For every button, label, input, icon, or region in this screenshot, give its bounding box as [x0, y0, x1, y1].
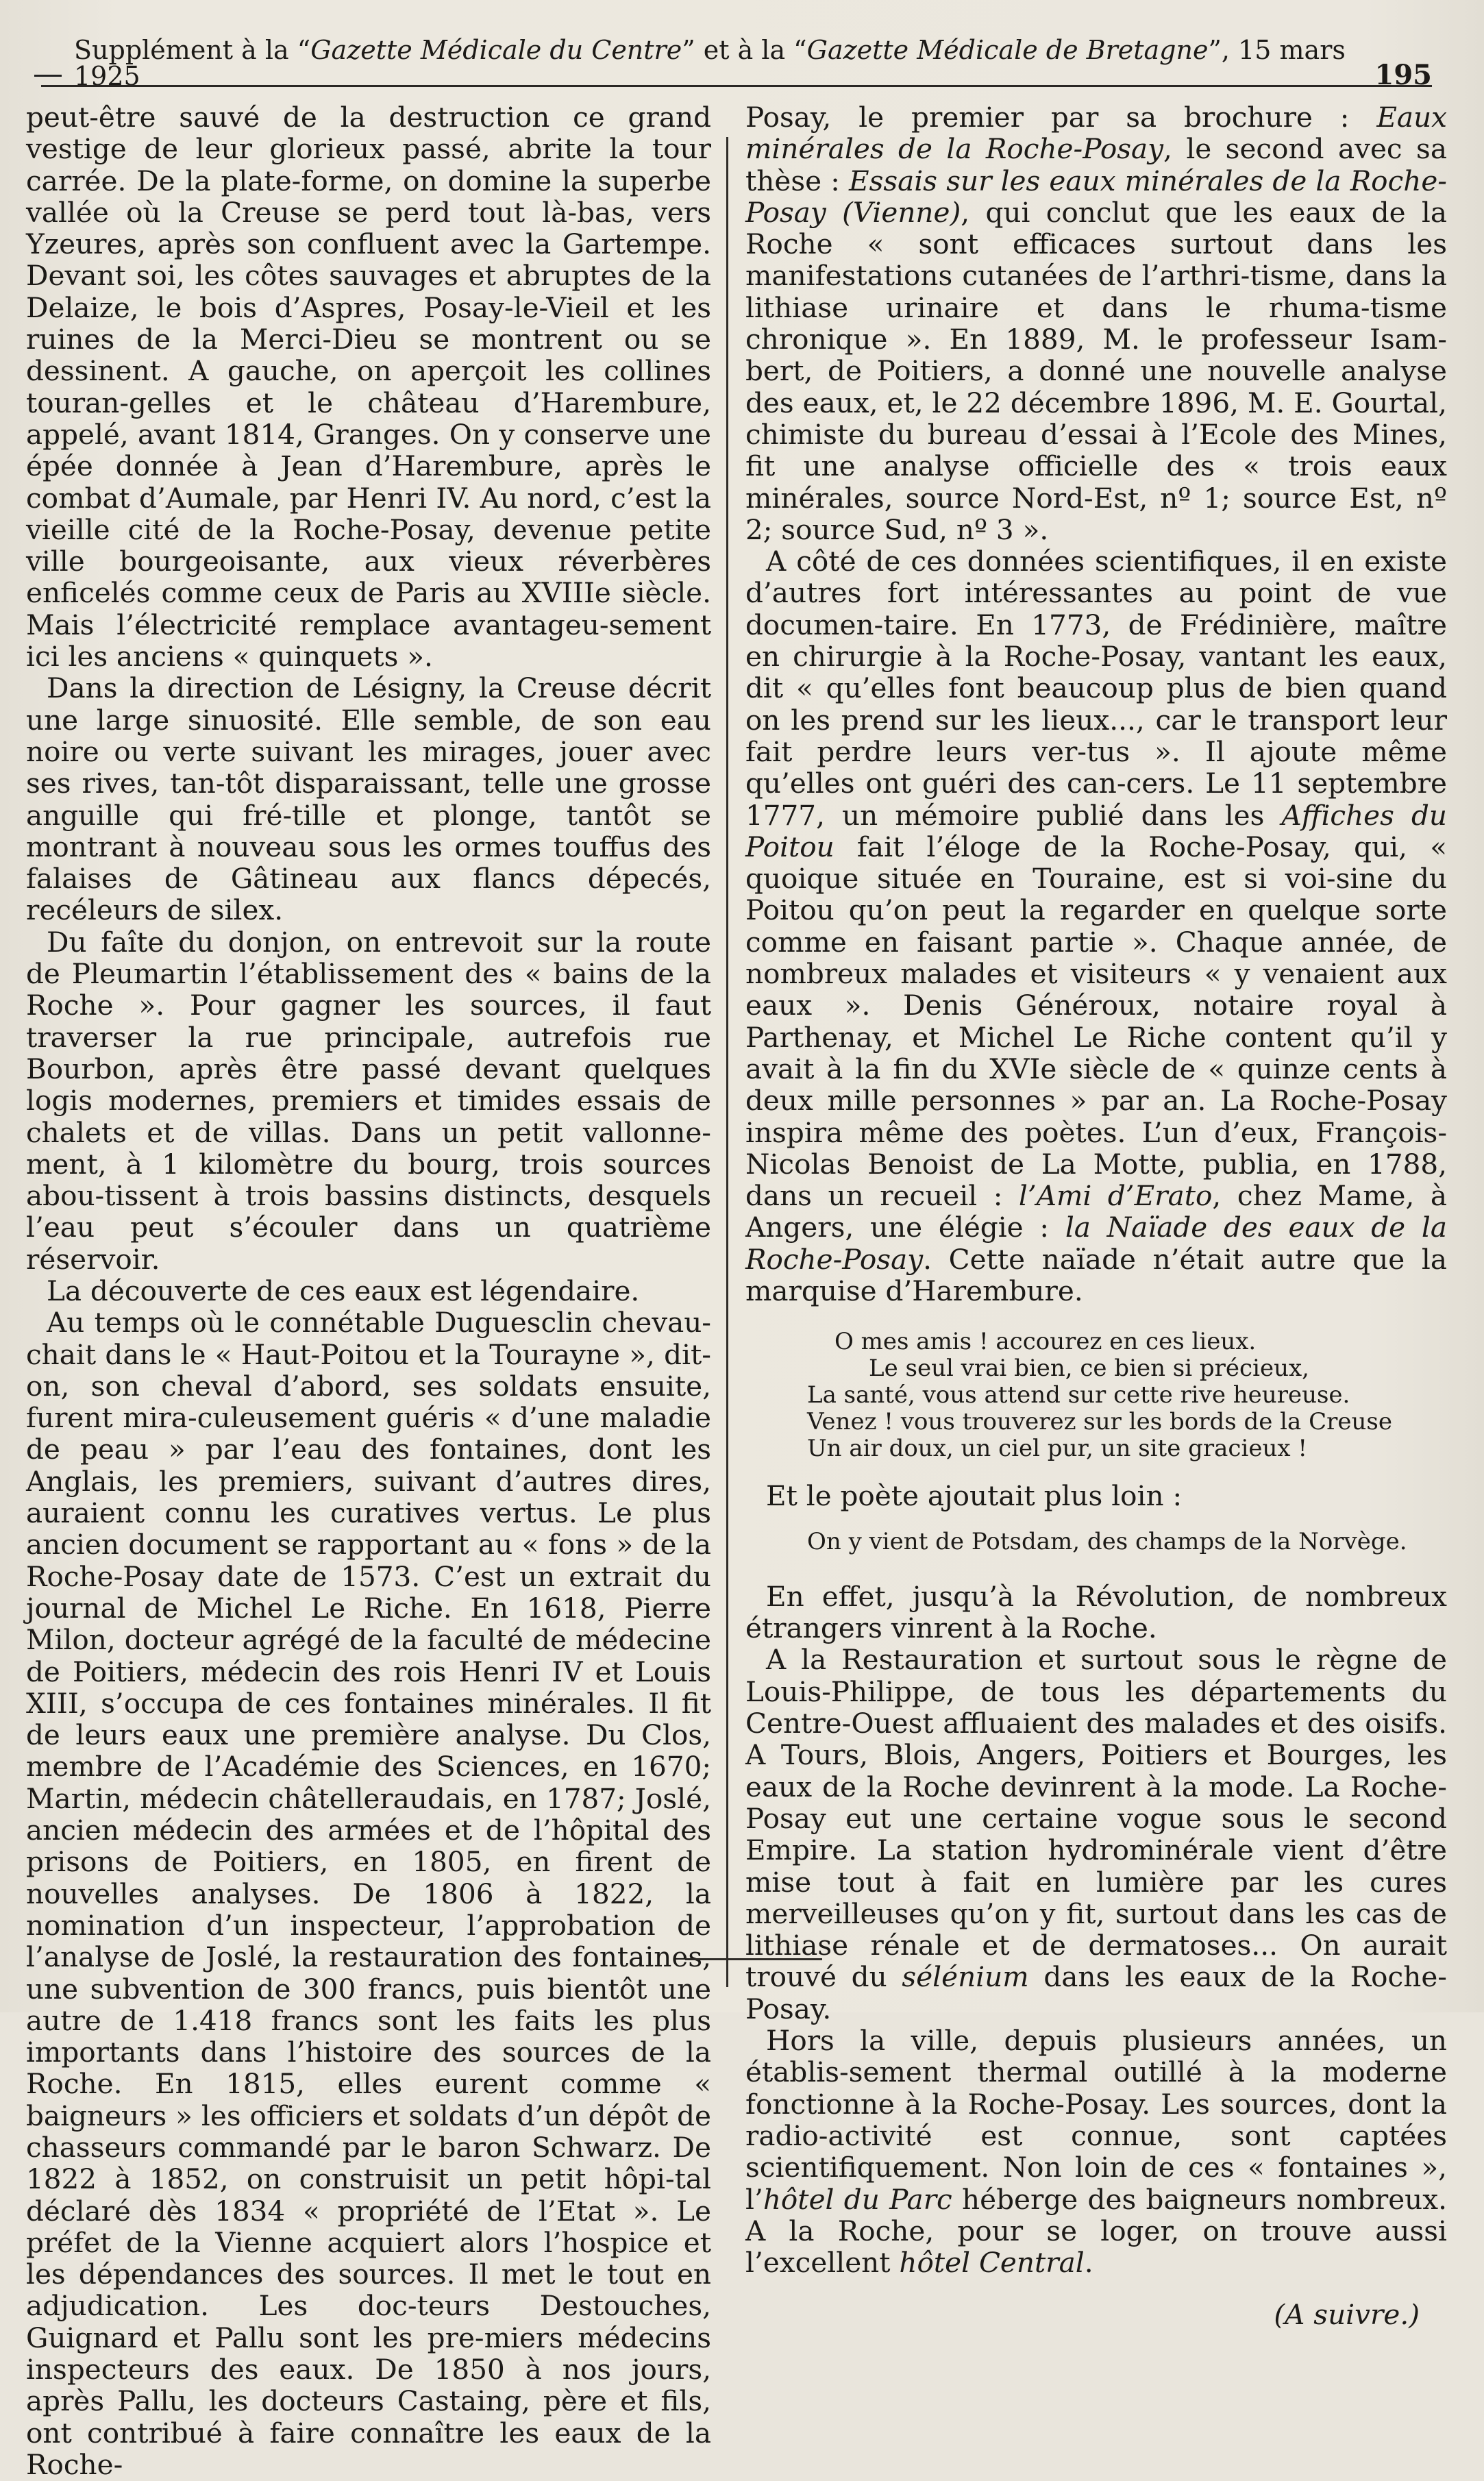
left-column — [26, 101, 711, 2481]
right-column — [745, 101, 1448, 2332]
paragraph: Posay, le premier par sa brochure : Eaux minérales de la Roche-Posay, le second avec sa thèse : Essais sur les eaux minérales de la Roche-Posay (Vienne), qui conclut que les eaux de la Roche « sont efficaces surtout dans les manifestations cutanées de l’arthri-tisme, dans la lithiase urinaire et dans le rhuma-tisme chronique ». En 1889, M. le professeur Isam-bert, de Poitiers, a donné une nouvelle analyse des eaux, et, le 22 décembre 1896, M. E. Gourtal, chimiste du bureau d’essai à l’Ecole des Mines, fit une analyse officielle des « trois eaux minérales, source Nord-Est, nº 1; source Est, nº 2; source Sud, nº 3 ». — [745, 101, 1448, 546]
poem-verse-line: On y vient de Potsdam, des champs de la Norvège. — [807, 1527, 1407, 1555]
verse-line: Un air doux, un ciel pur, un site gracieux ! — [807, 1435, 1307, 1463]
paragraph: En effet, jusqu’à la Révolution, de nombreux étrangers vinrent à la Roche. — [745, 1579, 1447, 1645]
paragraph: peut-être sauvé de la destruction ce grand vestige de leur glorieux passé, abrite la tour carrée. De la plate-forme, on domine la superbe vallée où la Creuse se perd tout là-bas, vers Yzeures, après son confluent avec la Gartempe. Devant soi, les côtes sauvages et abruptes de la Delaize, le bois d’Aspres, Posay-le-Vieil et les ruines de la Merci-Dieu se montrent ou se dessinent. A gauche, on aperçoit les collines touran-gelles et le château d’Harembure, appelé, avant 1814, Granges. On y conserve une épée donnée à Jean d’Harembure, après le combat d’Aumale, par Henri IV. Au nord, c’est la vieille cité de la Roche-Posay, devenue petite ville bourgeoisante, aux vieux réverbères enficelés comme ceux de Paris au XVIIIe siècle. Mais l’électricité remplace avantageu-sement ici les anciens « quinquets ». — [26, 101, 711, 674]
verse-line: La santé, vous attend sur cette rive heureuse. — [807, 1381, 1350, 1409]
verse-line: Le seul vrai bien, ce bien si précieux, — [869, 1355, 1309, 1383]
poem-verse — [745, 1329, 1447, 1462]
paragraph: Et le poète ajoutait plus loin : — [766, 1479, 1183, 1513]
verse-line: O mes amis ! accourez en ces lieux. — [834, 1328, 1257, 1356]
page-number: 195 — [1374, 59, 1432, 91]
header-rule — [41, 85, 1432, 87]
running-header — [34, 35, 1432, 91]
to-be-continued: (A suivre.) — [1274, 2298, 1420, 2332]
paragraph: A côté de ces données scientifiques, il en existe d’autres fort intéressantes au point de vue documen-taire. En 1773, de Frédinière, maître en chirurgie à la Roche-Posay, vantant les eaux, dit « qu’elles font beaucoup plus de bien quand on les prend sur les lieux..., car le transport leur fait perdre leurs ver-tus ». Il ajoute même qu’elles ont guéri des can-cers. Le 11 septembre 1777, un mémoire publié dans les Affiches du Poitou fait l’éloge de la Roche-Posay, qui, « quoique située en Touraine, est si voi-sine du Poitou qu’on peut la regarder en quelque sorte comme en faisant partie ». Chaque année, de nombreux malades et visiteurs « y venaient aux eaux ». Denis Généroux, notaire royal à Parthenay, et Michel Le Riche content qu’il y avait à la fin du XVIe siècle de « quinze cents à deux mille personnes » par an. La Roche-Posay inspira même des poètes. L’un d’eux, François-Nicolas Benoist de La Motte, publia, en 1788, dans un recueil : l’Ami d’Erato, chez Mame, à Angers, une élégie : la Naïade des eaux de la Roche-Posay. Cette naïade n’était autre que la marquise d’Harembure. — [745, 545, 1448, 1307]
paragraph: Au temps où le connétable Duguesclin chevau-chait dans le « Haut-Poitou et la Tourayne », dit-on, son cheval d’abord, ses soldats ensuite, furent mira-culeusement guéris « d’une maladie de peau » par l’eau des fontaines, dont les Anglais, les premiers, suivant d’autres dires, auraient connu les curatives vertus. Le plus ancien document se rapportant au « fons » de la Roche-Posay date de 1573. C’est un extrait du journal de Michel Le Riche. En 1618, Pierre Milon, docteur agrégé de la faculté de médecine de Poitiers, médecin des rois Henri IV et Louis XIII, s’occupa de ces fontaines minérales. Il fit de leurs eaux une première analyse. Du Clos, membre de l’Académie des Sciences, en 1670; Martin, médecin châtelleraudais, en 1787; Joslé, ancien médecin des armées et de l’hôpital des prisons de Poitiers, en 1805, en firent de nouvelles analyses. De 1806 à 1822, la nomination d’un inspecteur, l’approbation de l’analyse de Joslé, la restauration des fontaines, une subvention de 300 francs, puis bientôt une autre de 1.418 francs sont les faits les plus importants dans l’histoire des sources de la Roche. En 1815, elles eurent comme « baigneurs » les officiers et soldats d’un dépôt de chasseurs commandé par le baron Schwarz. De 1822 à 1852, on construisit un petit hôpi-tal déclaré dès 1834 « propriété de l’Etat ». Le préfet de la Vienne acquiert alors l’hospice et les dépendances des sources. Il met le tout en adjudication. Les doc-teurs Destouches, Guignard et Pallu sont les pre-miers médecins inspecteurs des eaux. De 1850 à nos jours, après Pallu, les docteurs Castaing, père et fils, ont contribué à faire connaître les eaux de la Roche- — [26, 1306, 711, 2481]
paragraph: A la Restauration et surtout sous le règne de Louis-Philippe, de tous les départements du Centre-Ouest affluaient des malades et des oisifs. A Tours, Blois, Angers, Poitiers et Bourges, les eaux de la Roche devinrent à la mode. La Roche-Posay eut une certaine vogue sous le second Empire. La station hydrominérale vient d’être mise tout à fait en lumière par les cures merveilleuses qu’on y fit, surtout dans les cas de lithiase rénale et de dermatoses... On aurait trouvé du sélénium dans les eaux de la Roche-Posay. — [745, 1643, 1447, 2025]
bottom-rule — [685, 1958, 822, 1960]
paragraph: Dans la direction de Lésigny, la Creuse décrit une large sinuosité. Elle semble, de son eau noire ou verte suivant les mirages, jouer avec ses rives, tan-tôt disparaissant, telle une grosse anguille qui fré-tille et plonge, tantôt se montrant à nouveau sous les ormes touffus des falaises de Gâtineau aux flancs dépecés, recéleurs de silex. — [26, 671, 711, 927]
header-dash — [34, 75, 62, 77]
verse-line: Venez ! vous trouverez sur les bords de la Creuse — [807, 1408, 1392, 1436]
running-title: Supplément à la “Gazette Médicale du Centre” et à la “Gazette Médicale de Bretagne”, 15 mars 1925 — [74, 35, 1346, 91]
paragraph: Du faîte du donjon, on entrevoit sur la route de Pleumartin l’établissement des « bains de la Roche ». Pour gagner les sources, il faut traverser la rue principale, autrefois rue Bourbon, après être passé devant quelques logis modernes, premiers et timides essais de chalets et de villas. Dans un petit vallonne-ment, à 1 kilomètre du bourg, trois sources abou-tissent à trois bassins distincts, desquels l’eau peut s’écouler dans un quatrième réservoir. — [26, 925, 711, 1276]
paragraph: La découverte de ces eaux est légendaire. — [47, 1274, 640, 1307]
column-divider — [726, 137, 728, 1987]
paragraph: Hors la ville, depuis plusieurs années, un établis-sement thermal outillé à la moderne fonctionne à la Roche-Posay. Les sources, dont la radio-activité est connue, sont captées scientifiquement. Non loin de ces « fontaines », l’hôtel du Parc héberge des baigneurs nombreux. A la Roche, pour se loger, on trouve aussi l’excellent hôtel Central. — [745, 2024, 1447, 2280]
